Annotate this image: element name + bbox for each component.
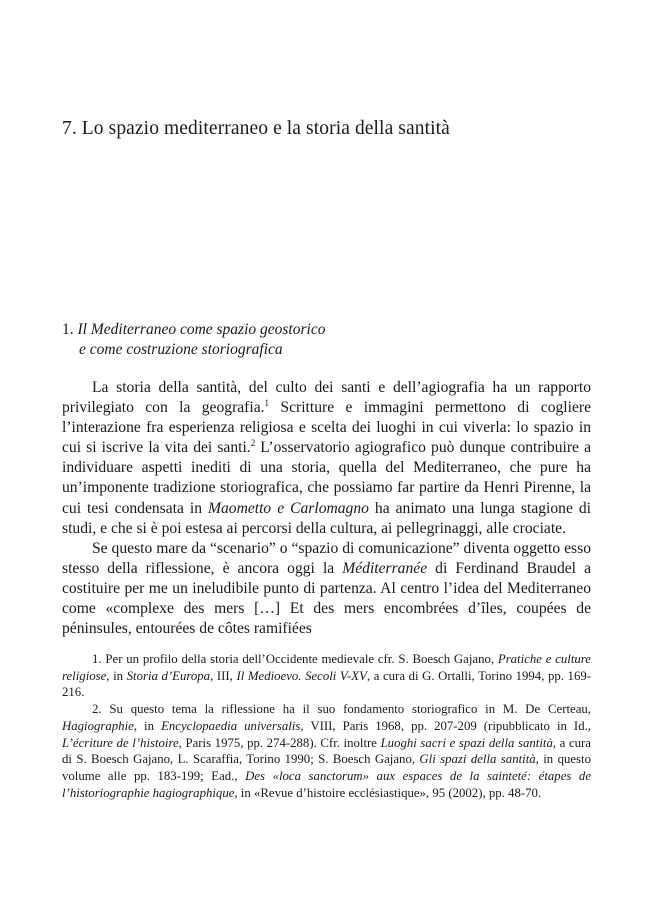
text-span: , Paris 1975, pp. 274-288). Cfr. inoltre	[178, 735, 381, 750]
section-heading-line1	[62, 320, 522, 340]
italic-span: Méditerranée	[342, 559, 428, 577]
text-span: Se questo mare da “scenario” o “spazio di comunicazione” diventa oggetto esso stesso della riflessione, è ancora oggi la	[62, 539, 591, 577]
text-span: 1. Per un profilo della storia dell’Occidente medievale cfr. S. Boesch Gajano,	[92, 652, 498, 666]
section-title-line1: Il Mediterraneo come spazio geostorico	[77, 321, 326, 338]
footnote	[62, 701, 591, 801]
footnote-ref: 1	[264, 397, 270, 408]
italic-span: Encyclopaedia universalis	[161, 718, 301, 733]
italic-span: Hagiographie	[62, 718, 134, 733]
text-span: La storia della santità, del culto dei santi e dell’agiografia ha un rapporto privilegiato con la geografia.	[62, 379, 591, 417]
paragraph	[62, 539, 591, 639]
italic-span: Gli spazi della santità	[419, 752, 536, 767]
text-span: L’osservatorio agiografico può dunque contribuire a individuare aspetti inediti di una storia, quella del Mediterraneo, che pure ha un’imponente tradizione storiografica, che possiamo far partire da Henri Pirenne, la cui tesi condensata in	[62, 439, 591, 517]
italic-span: Storia d’Europa,	[126, 668, 214, 683]
section-title-line2: e come costruzione storiografica	[79, 341, 283, 358]
italic-span: L’écriture de l’histoire	[62, 735, 179, 750]
italic-span: Pratiche e culture religiose,	[62, 652, 591, 683]
section-number: 1.	[62, 321, 74, 338]
chapter-title: 7. Lo spazio mediterraneo e la storia della santità	[62, 118, 450, 139]
footnote-ref: 2	[250, 438, 256, 449]
italic-span: Maometto e Carlomagno	[208, 499, 369, 517]
footnote	[62, 651, 591, 701]
italic-span: Luoghi sacri e spazi della santità	[380, 735, 553, 750]
text-span: , in «Revue d’histoire ecclésiastique», 95 (2002), pp. 48-70.	[234, 785, 542, 800]
text-span: , in questo volume alle pp. 183-199; Ead.,	[62, 752, 591, 783]
section-heading-line2	[62, 340, 522, 360]
text-span: , a cura di G. Ortalli, Torino 1994, pp. 169-216.	[62, 668, 592, 700]
text-span: in	[109, 668, 127, 683]
paragraph	[62, 378, 591, 539]
italic-span: Des «loca sanctorum» aux espaces de la sainteté: étapes de l’historiographie hagiographique	[62, 768, 591, 800]
text-span: III,	[213, 668, 237, 683]
section-heading	[62, 320, 522, 360]
italic-span: Il Medioevo. Secoli V-XV	[236, 668, 367, 683]
text-span: , VIII, Paris 1968, pp. 207-209 (ripubblicato in Id.,	[300, 718, 591, 733]
text-span: ha animato una lunga stagione di studi, e che si è poi estesa ai percorsi della cultura, ai pellegrinaggi, alle crociate.	[62, 499, 591, 537]
text-span: 2. Su questo tema la riflessione ha il suo fondamento storiografico in M. De Certeau,	[92, 702, 591, 717]
body-text	[62, 378, 591, 639]
text-span: di Ferdinand Braudel a costituire per me un ineludibile punto di partenza. Al centro l’idea del Mediterraneo come «complexe des mers […] Et des mers encombrées d’îles, coupées de péninsules, entourées de côtes ramifiées	[62, 559, 591, 638]
text-span: Scritture e immagini permettono di cogliere l’interazione fra esperienza religiosa e scelta dei luoghi in cui viverla: lo spazio in cui si iscrive la vita dei santi.	[62, 399, 592, 457]
text-span: , in	[133, 718, 162, 733]
footnotes	[62, 651, 591, 801]
text-span: , a cura di S. Boesch Gajano, L. Scaraffia, Torino 1990; S. Boesch Gajano,	[62, 735, 591, 767]
